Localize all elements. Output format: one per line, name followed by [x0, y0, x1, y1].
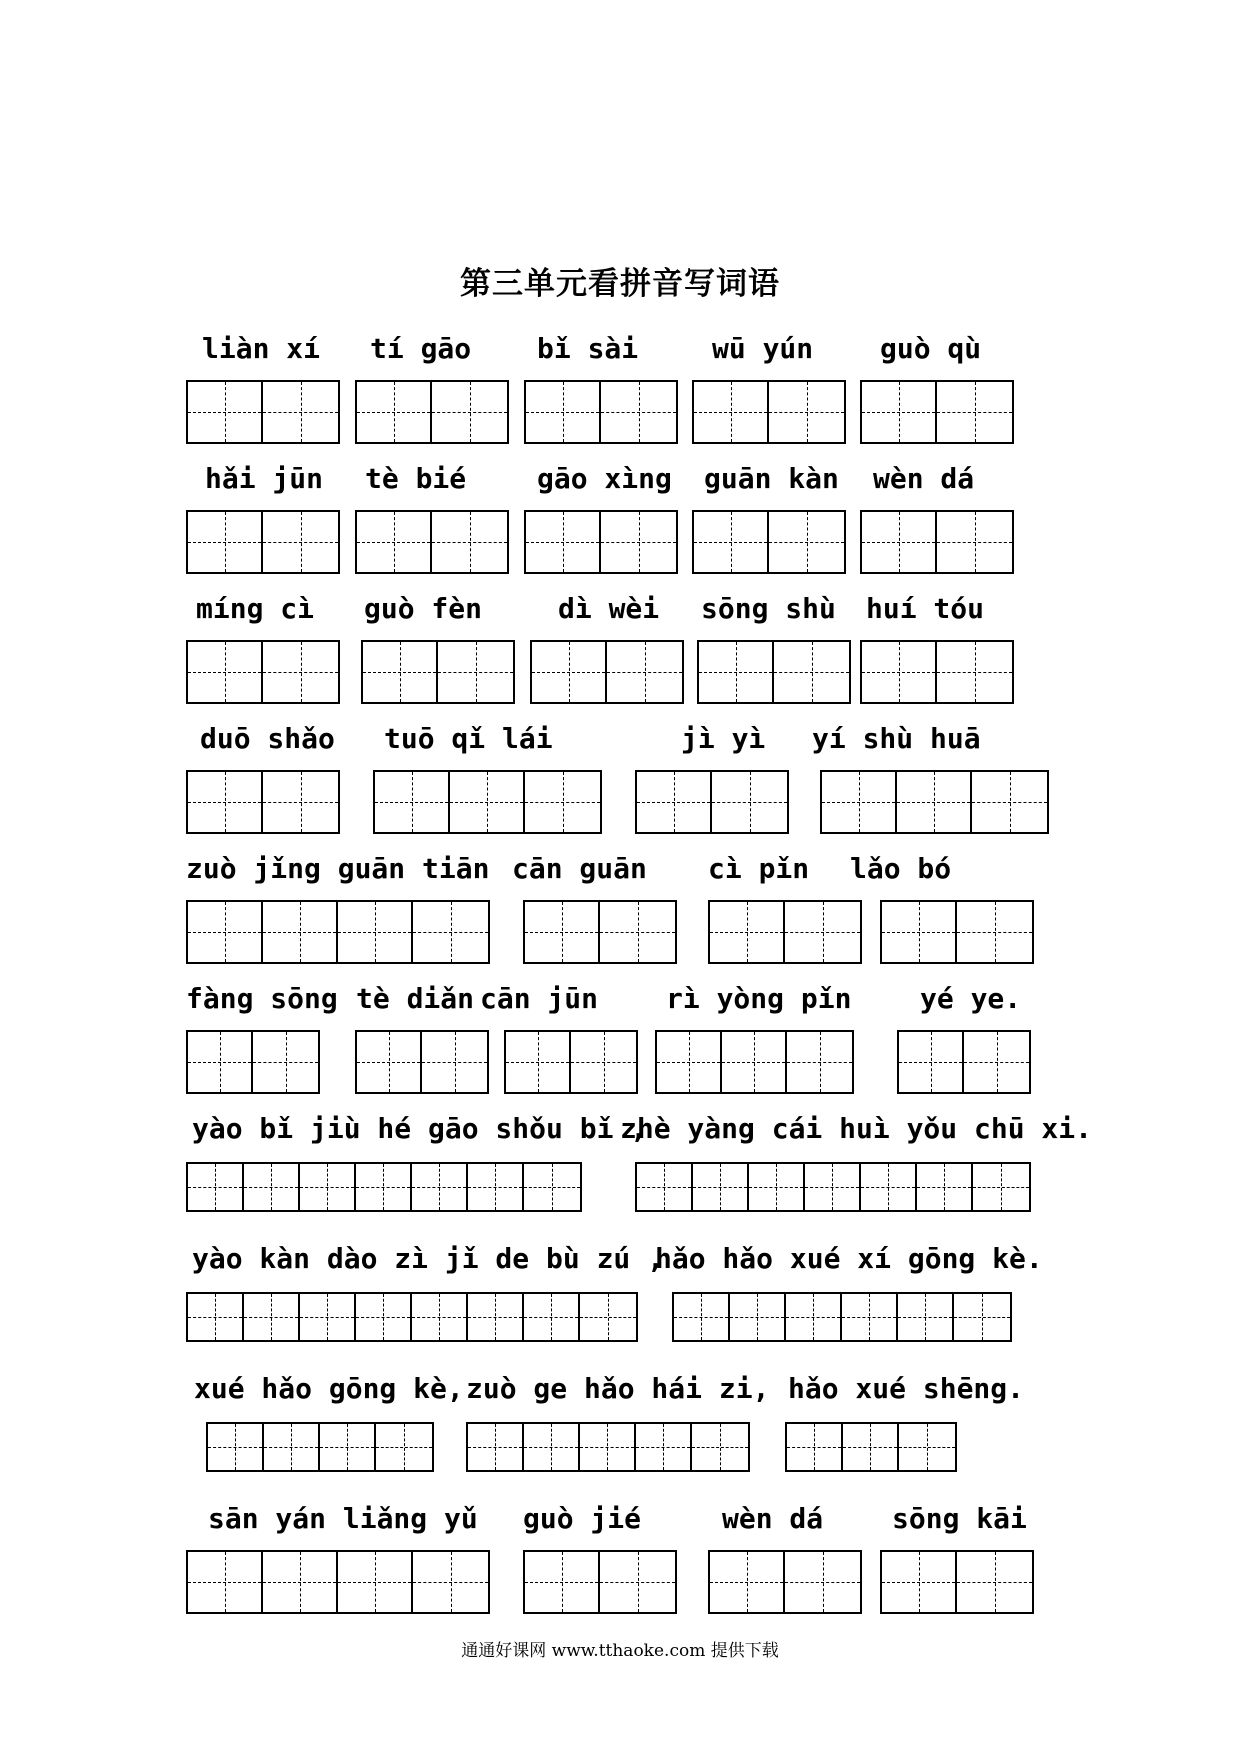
- pinyin-word: gāo xìng: [537, 462, 672, 495]
- pinyin-word: cì pǐn: [708, 852, 810, 885]
- tianzige-cell[interactable]: [785, 1552, 860, 1612]
- tianzige-cell[interactable]: [842, 1294, 898, 1340]
- tianzige-cell[interactable]: [601, 512, 676, 572]
- writing-grid[interactable]: [206, 1422, 434, 1472]
- exercise-row: [0, 1370, 1240, 1500]
- tianzige-cell[interactable]: [300, 1164, 356, 1210]
- writing-grid[interactable]: [186, 1292, 638, 1342]
- exercise-row: [0, 720, 1240, 850]
- tianzige-cell[interactable]: [937, 642, 1012, 702]
- writing-grid[interactable]: [692, 380, 846, 444]
- tianzige-cell[interactable]: [899, 1032, 964, 1092]
- tianzige-cell[interactable]: [607, 642, 682, 702]
- tianzige-cell[interactable]: [363, 642, 438, 702]
- tianzige-cell[interactable]: [422, 1032, 487, 1092]
- writing-grid[interactable]: [708, 1550, 862, 1614]
- writing-grid[interactable]: [785, 1422, 957, 1472]
- tianzige-cell[interactable]: [438, 642, 513, 702]
- pinyin-word: lǎo bó: [850, 852, 952, 885]
- tianzige-cell[interactable]: [637, 772, 712, 832]
- tianzige-cell[interactable]: [244, 1294, 300, 1340]
- tianzige-cell[interactable]: [532, 642, 607, 702]
- tianzige-cell[interactable]: [785, 902, 860, 962]
- writing-grid[interactable]: [860, 640, 1014, 704]
- pinyin-word: wū yún: [712, 332, 814, 365]
- pinyin-word: tuō qǐ lái: [384, 722, 553, 755]
- tianzige-cell[interactable]: [693, 1164, 749, 1210]
- writing-grid[interactable]: [355, 380, 509, 444]
- tianzige-cell[interactable]: [692, 1424, 748, 1470]
- tianzige-cell[interactable]: [710, 1552, 785, 1612]
- tianzige-cell[interactable]: [263, 902, 338, 962]
- tianzige-cell[interactable]: [253, 1032, 318, 1092]
- writing-grid[interactable]: [355, 1030, 489, 1094]
- tianzige-cell[interactable]: [822, 772, 897, 832]
- tianzige-cell[interactable]: [357, 1032, 422, 1092]
- tianzige-cell[interactable]: [524, 1424, 580, 1470]
- tianzige-cell[interactable]: [694, 382, 769, 442]
- tianzige-cell[interactable]: [244, 1164, 300, 1210]
- writing-grid[interactable]: [820, 770, 1049, 834]
- tianzige-cell[interactable]: [769, 382, 844, 442]
- tianzige-cell[interactable]: [769, 512, 844, 572]
- tianzige-cell[interactable]: [188, 902, 263, 962]
- tianzige-cell[interactable]: [897, 772, 972, 832]
- tianzige-cell[interactable]: [524, 1164, 580, 1210]
- tianzige-cell[interactable]: [188, 1164, 244, 1210]
- pinyin-word: guò jié: [523, 1502, 642, 1535]
- tianzige-cell[interactable]: [674, 1294, 730, 1340]
- tianzige-cell[interactable]: [208, 1424, 264, 1470]
- tianzige-cell[interactable]: [264, 1424, 320, 1470]
- tianzige-cell[interactable]: [506, 1032, 571, 1092]
- writing-grid[interactable]: [530, 640, 684, 704]
- writing-grid[interactable]: [524, 510, 678, 574]
- tianzige-cell[interactable]: [636, 1424, 692, 1470]
- tianzige-cell[interactable]: [861, 1164, 917, 1210]
- writing-grid[interactable]: [355, 510, 509, 574]
- writing-grid[interactable]: [655, 1030, 854, 1094]
- writing-grid[interactable]: [466, 1422, 750, 1472]
- writing-grid[interactable]: [186, 1030, 320, 1094]
- tianzige-cell[interactable]: [356, 1294, 412, 1340]
- writing-grid[interactable]: [523, 900, 677, 964]
- pinyin-word: yé ye.: [920, 982, 1022, 1015]
- tianzige-cell[interactable]: [862, 512, 937, 572]
- writing-grid[interactable]: [186, 770, 340, 834]
- pinyin-word: fàng sōng: [186, 982, 338, 1015]
- tianzige-cell[interactable]: [263, 512, 338, 572]
- writing-grid[interactable]: [361, 640, 515, 704]
- pinyin-word: zhè yàng cái huì yǒu chū xi.: [620, 1112, 1093, 1145]
- tianzige-cell[interactable]: [338, 902, 413, 962]
- pinyin-word: wèn dá: [873, 462, 975, 495]
- writing-grid[interactable]: [524, 380, 678, 444]
- tianzige-cell[interactable]: [300, 1294, 356, 1340]
- tianzige-cell[interactable]: [862, 382, 937, 442]
- pinyin-word: sōng shù: [701, 592, 836, 625]
- pinyin-word: tí gāo: [370, 332, 472, 365]
- pinyin-word: bǐ sài: [537, 332, 639, 365]
- tianzige-cell[interactable]: [580, 1294, 636, 1340]
- tianzige-cell[interactable]: [412, 1164, 468, 1210]
- tianzige-cell[interactable]: [412, 1294, 468, 1340]
- tianzige-cell[interactable]: [525, 1552, 600, 1612]
- exercise-row: [0, 330, 1240, 460]
- pinyin-word: hǎo hǎo xué xí gōng kè.: [655, 1242, 1043, 1275]
- tianzige-cell[interactable]: [432, 382, 507, 442]
- writing-grid[interactable]: [708, 900, 862, 964]
- tianzige-cell[interactable]: [413, 1552, 488, 1612]
- writing-grid[interactable]: [186, 1550, 490, 1614]
- tianzige-cell[interactable]: [188, 1294, 244, 1340]
- tianzige-cell[interactable]: [972, 772, 1047, 832]
- tianzige-cell[interactable]: [601, 382, 676, 442]
- tianzige-cell[interactable]: [263, 382, 338, 442]
- tianzige-cell[interactable]: [188, 382, 263, 442]
- pinyin-word: jì yì: [681, 722, 766, 755]
- tianzige-cell[interactable]: [356, 1164, 412, 1210]
- pinyin-word: tè bié: [365, 462, 467, 495]
- tianzige-cell[interactable]: [730, 1294, 786, 1340]
- pinyin-word: guò fèn: [364, 592, 483, 625]
- pinyin-word: hǎi jūn: [205, 462, 324, 495]
- tianzige-cell[interactable]: [710, 902, 785, 962]
- tianzige-cell[interactable]: [957, 902, 1032, 962]
- tianzige-cell[interactable]: [657, 1032, 722, 1092]
- tianzige-cell[interactable]: [954, 1294, 1010, 1340]
- pinyin-word: míng cì: [196, 592, 315, 625]
- tianzige-cell[interactable]: [805, 1164, 861, 1210]
- tianzige-cell[interactable]: [917, 1164, 973, 1210]
- tianzige-cell[interactable]: [937, 382, 1012, 442]
- tianzige-cell[interactable]: [899, 1424, 955, 1470]
- tianzige-cell[interactable]: [432, 512, 507, 572]
- pinyin-word: duō shǎo: [200, 722, 335, 755]
- writing-grid[interactable]: [860, 510, 1014, 574]
- tianzige-cell[interactable]: [357, 382, 432, 442]
- tianzige-cell[interactable]: [957, 1552, 1032, 1612]
- tianzige-cell[interactable]: [320, 1424, 376, 1470]
- pinyin-word: wèn dá: [722, 1502, 824, 1535]
- tianzige-cell[interactable]: [263, 772, 338, 832]
- writing-grid[interactable]: [692, 510, 846, 574]
- tianzige-cell[interactable]: [580, 1424, 636, 1470]
- pinyin-word: liàn xí: [202, 332, 321, 365]
- tianzige-cell[interactable]: [188, 642, 263, 702]
- writing-grid[interactable]: [635, 1162, 1031, 1212]
- tianzige-cell[interactable]: [722, 1032, 787, 1092]
- tianzige-cell[interactable]: [376, 1424, 432, 1470]
- tianzige-cell[interactable]: [525, 902, 600, 962]
- tianzige-cell[interactable]: [898, 1294, 954, 1340]
- pinyin-word: hǎo xué shēng.: [788, 1372, 1025, 1405]
- writing-grid[interactable]: [504, 1030, 638, 1094]
- pinyin-word: xué hǎo gōng kè,: [194, 1372, 464, 1405]
- tianzige-cell[interactable]: [882, 902, 957, 962]
- page-footer: 通通好课网 www.tthaoke.com 提供下载: [461, 1641, 779, 1661]
- tianzige-cell[interactable]: [524, 1294, 580, 1340]
- writing-grid[interactable]: [373, 770, 602, 834]
- pinyin-word: yào bǐ jiù hé gāo shǒu bǐ ,: [192, 1112, 648, 1145]
- writing-grid[interactable]: [880, 1550, 1034, 1614]
- tianzige-cell[interactable]: [413, 902, 488, 962]
- writing-grid[interactable]: [186, 900, 490, 964]
- exercise-row: [0, 980, 1240, 1110]
- tianzige-cell[interactable]: [375, 772, 450, 832]
- pinyin-word: huí tóu: [866, 592, 985, 625]
- exercise-row: [0, 850, 1240, 980]
- pinyin-word: zuò jǐng guān tiān: [186, 852, 490, 885]
- exercise-row: [0, 1110, 1240, 1240]
- pinyin-word: yào kàn dào zì jǐ de bù zú ,: [192, 1242, 665, 1275]
- tianzige-cell[interactable]: [964, 1032, 1029, 1092]
- pinyin-word: zuò ge hǎo hái zi,: [466, 1372, 770, 1405]
- writing-grid[interactable]: [186, 640, 340, 704]
- tianzige-cell[interactable]: [862, 642, 937, 702]
- pinyin-word: cān guān: [512, 852, 647, 885]
- page-title: 第三单元看拼音写词语: [460, 266, 780, 302]
- tianzige-cell[interactable]: [600, 1552, 675, 1612]
- writing-grid[interactable]: [635, 770, 789, 834]
- writing-grid[interactable]: [186, 1162, 582, 1212]
- pinyin-word: rì yòng pǐn: [666, 982, 852, 1015]
- pinyin-word: guò qù: [880, 332, 982, 365]
- tianzige-cell[interactable]: [188, 772, 263, 832]
- tianzige-cell[interactable]: [263, 642, 338, 702]
- tianzige-cell[interactable]: [571, 1032, 636, 1092]
- writing-grid[interactable]: [672, 1292, 1012, 1342]
- writing-grid[interactable]: [860, 380, 1014, 444]
- writing-grid[interactable]: [523, 1550, 677, 1614]
- tianzige-cell[interactable]: [749, 1164, 805, 1210]
- tianzige-cell[interactable]: [787, 1032, 852, 1092]
- tianzige-cell[interactable]: [774, 642, 849, 702]
- writing-grid[interactable]: [880, 900, 1034, 964]
- writing-grid[interactable]: [897, 1030, 1031, 1094]
- writing-grid[interactable]: [186, 510, 340, 574]
- tianzige-cell[interactable]: [786, 1294, 842, 1340]
- pinyin-word: cān jūn: [480, 982, 599, 1015]
- exercise-row: [0, 1240, 1240, 1370]
- tianzige-cell[interactable]: [188, 1552, 263, 1612]
- writing-grid[interactable]: [697, 640, 851, 704]
- tianzige-cell[interactable]: [526, 382, 601, 442]
- tianzige-cell[interactable]: [357, 512, 432, 572]
- tianzige-cell[interactable]: [699, 642, 774, 702]
- pinyin-word: guān kàn: [704, 462, 839, 495]
- tianzige-cell[interactable]: [973, 1164, 1029, 1210]
- tianzige-cell[interactable]: [843, 1424, 899, 1470]
- tianzige-cell[interactable]: [712, 772, 787, 832]
- tianzige-cell[interactable]: [468, 1294, 524, 1340]
- pinyin-word: sōng kāi: [892, 1502, 1027, 1535]
- exercise-row: [0, 1500, 1240, 1630]
- exercise-row: [0, 460, 1240, 590]
- tianzige-cell[interactable]: [637, 1164, 693, 1210]
- pinyin-word: yí shù huā: [812, 722, 981, 755]
- tianzige-cell[interactable]: [450, 772, 525, 832]
- tianzige-cell[interactable]: [468, 1424, 524, 1470]
- pinyin-word: dì wèi: [558, 592, 660, 625]
- exercise-row: [0, 590, 1240, 720]
- writing-grid[interactable]: [186, 380, 340, 444]
- tianzige-cell[interactable]: [525, 772, 600, 832]
- tianzige-cell[interactable]: [468, 1164, 524, 1210]
- tianzige-cell[interactable]: [263, 1552, 338, 1612]
- tianzige-cell[interactable]: [787, 1424, 843, 1470]
- tianzige-cell[interactable]: [188, 512, 263, 572]
- tianzige-cell[interactable]: [882, 1552, 957, 1612]
- tianzige-cell[interactable]: [526, 512, 601, 572]
- tianzige-cell[interactable]: [600, 902, 675, 962]
- pinyin-word: tè diǎn: [356, 982, 475, 1015]
- tianzige-cell[interactable]: [188, 1032, 253, 1092]
- tianzige-cell[interactable]: [338, 1552, 413, 1612]
- tianzige-cell[interactable]: [694, 512, 769, 572]
- pinyin-word: sān yán liǎng yǔ: [208, 1502, 478, 1535]
- tianzige-cell[interactable]: [937, 512, 1012, 572]
